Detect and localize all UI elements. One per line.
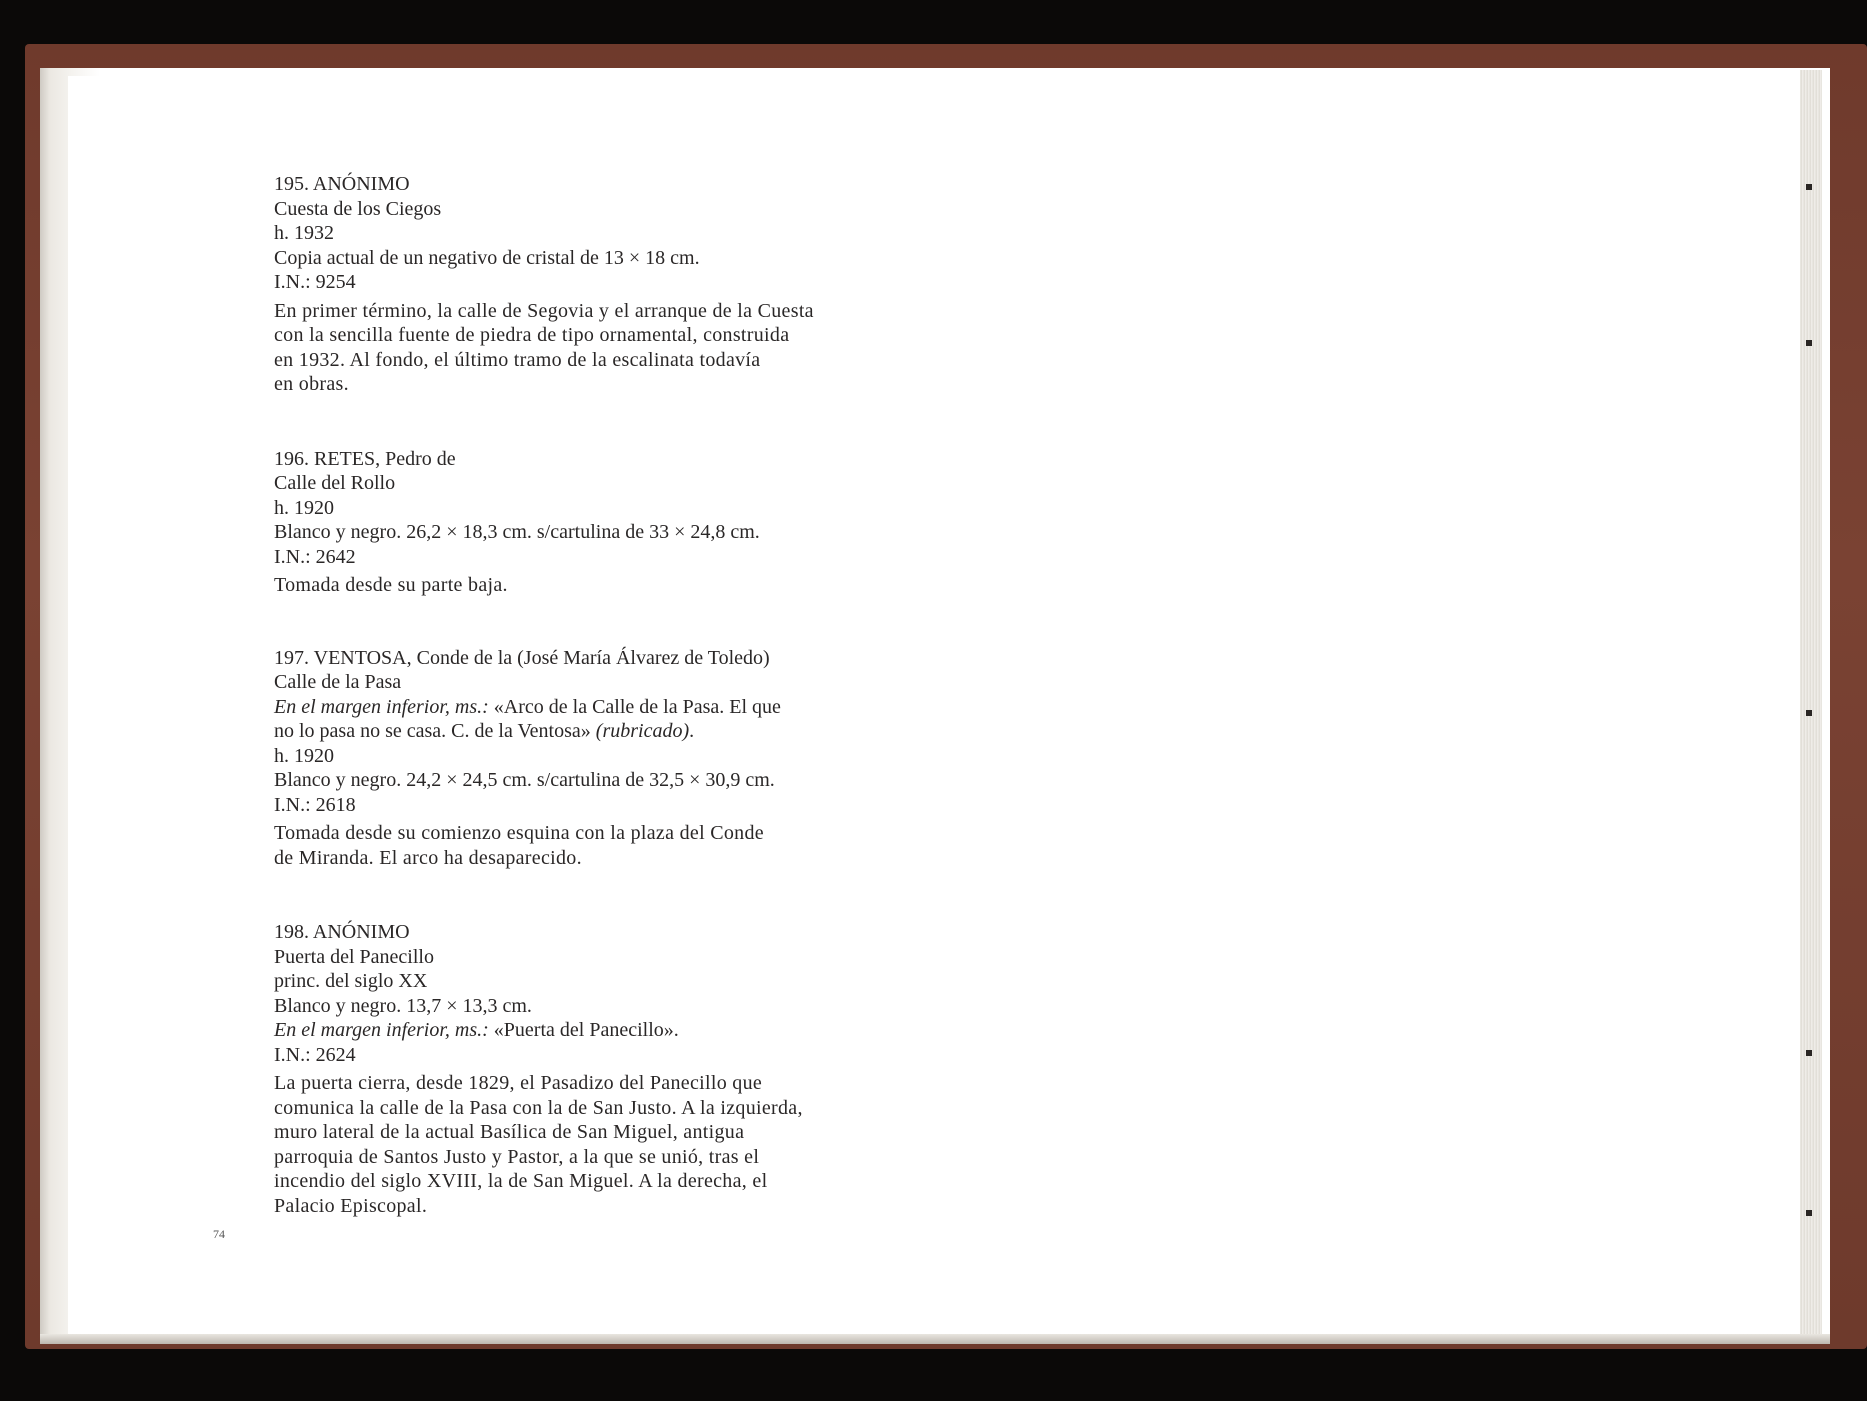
description-line: parroquia de Santos Justo y Pastor, a la que se unió, tras el bbox=[274, 1145, 760, 1168]
catalog-text bbox=[274, 172, 954, 1218]
description-line: La puerta cierra, desde 1829, el Pasadizo del Panecillo que bbox=[274, 1072, 763, 1094]
inscription-note: (rubricado) bbox=[595, 720, 690, 742]
entry-description bbox=[274, 1071, 954, 1218]
entry-title: Calle de la Pasa bbox=[274, 671, 402, 693]
entry-inscription bbox=[274, 695, 954, 720]
edge-mark bbox=[1806, 340, 1812, 346]
entry-inscription-cont bbox=[274, 719, 954, 744]
inscription-text: «Arco de la Calle de la Pasa. El que bbox=[488, 695, 781, 718]
catalog-entry-196 bbox=[274, 447, 954, 598]
inscription-text: «Puerta del Panecillo». bbox=[488, 1019, 679, 1041]
description-line: de Miranda. El arco ha desaparecido. bbox=[274, 846, 582, 869]
entry-title: Calle del Rollo bbox=[274, 472, 396, 494]
description-line: Tomada desde su parte baja. bbox=[274, 574, 508, 596]
description-line: Tomada desde su comienzo esquina con la plaza del Conde bbox=[274, 822, 764, 844]
description-line: en 1932. Al fondo, el último tramo de la escalinata todavía bbox=[274, 348, 761, 371]
entry-heading: 198. ANÓNIMO bbox=[274, 921, 410, 943]
description-line: Palacio Episcopal. bbox=[274, 1194, 428, 1217]
entry-inventory: I.N.: 2624 bbox=[274, 1043, 356, 1066]
description-line: En primer término, la calle de Segovia y el arranque de la Cuesta bbox=[274, 299, 814, 322]
entry-medium: Blanco y negro. 24,2 × 24,5 cm. s/cartulina de 32,5 × 30,9 cm. bbox=[274, 769, 775, 791]
entry-description bbox=[274, 299, 954, 397]
page-edges-bottom bbox=[40, 1334, 1830, 1344]
description-line: en obras. bbox=[274, 373, 349, 395]
edge-mark bbox=[1806, 184, 1812, 190]
inscription-label: En el margen inferior, ms.: bbox=[274, 695, 489, 718]
entry-inventory: I.N.: 2618 bbox=[274, 793, 356, 816]
entry-inventory: I.N.: 9254 bbox=[274, 271, 356, 293]
entry-title: Puerta del Panecillo bbox=[274, 945, 434, 968]
description-line: muro lateral de la actual Basílica de San Miguel, antigua bbox=[274, 1121, 745, 1143]
catalog-entry-197 bbox=[274, 646, 954, 871]
entry-date: princ. del siglo XX bbox=[274, 970, 428, 992]
entry-description bbox=[274, 821, 954, 870]
entry-date: h. 1920 bbox=[274, 744, 334, 767]
entry-date: h. 1920 bbox=[274, 496, 334, 519]
entry-medium: Blanco y negro. 13,7 × 13,3 cm. bbox=[274, 994, 532, 1017]
page-number: 74 bbox=[213, 1227, 225, 1241]
entry-date: h. 1932 bbox=[274, 222, 334, 244]
inscription-text: . bbox=[689, 720, 695, 742]
description-line: comunica la calle de la Pasa con la de San Justo. A la izquierda, bbox=[274, 1096, 803, 1119]
entry-heading: 195. ANÓNIMO bbox=[274, 173, 410, 195]
description-line: incendio del siglo XVIII, la de San Miguel. A la derecha, el bbox=[274, 1170, 768, 1192]
inscription-label: En el margen inferior, ms.: bbox=[274, 1019, 489, 1041]
entry-title: Cuesta de los Ciegos bbox=[274, 197, 442, 220]
inscription-text: no lo pasa no se casa. C. de la Ventosa» bbox=[274, 720, 596, 742]
entry-medium: Copia actual de un negativo de cristal de 13 × 18 cm. bbox=[274, 246, 700, 269]
entry-heading: 196. RETES, Pedro de bbox=[274, 447, 456, 470]
description-line: con la sencilla fuente de piedra de tipo ornamental, construida bbox=[274, 324, 790, 346]
entry-medium: Blanco y negro. 26,2 × 18,3 cm. s/cartulina de 33 × 24,8 cm. bbox=[274, 521, 760, 543]
catalog-entry-195 bbox=[274, 172, 954, 397]
entry-inscription bbox=[274, 1018, 954, 1043]
edge-mark bbox=[1806, 710, 1812, 716]
entry-inventory: I.N.: 2642 bbox=[274, 545, 356, 568]
page-edges-right bbox=[1800, 70, 1822, 1340]
catalog-entry-198 bbox=[274, 920, 954, 1218]
edge-mark bbox=[1806, 1050, 1812, 1056]
edge-mark bbox=[1806, 1210, 1812, 1216]
entry-heading: 197. VENTOSA, Conde de la (José María Álvarez de Toledo) bbox=[274, 646, 770, 669]
entry-description bbox=[274, 573, 954, 598]
